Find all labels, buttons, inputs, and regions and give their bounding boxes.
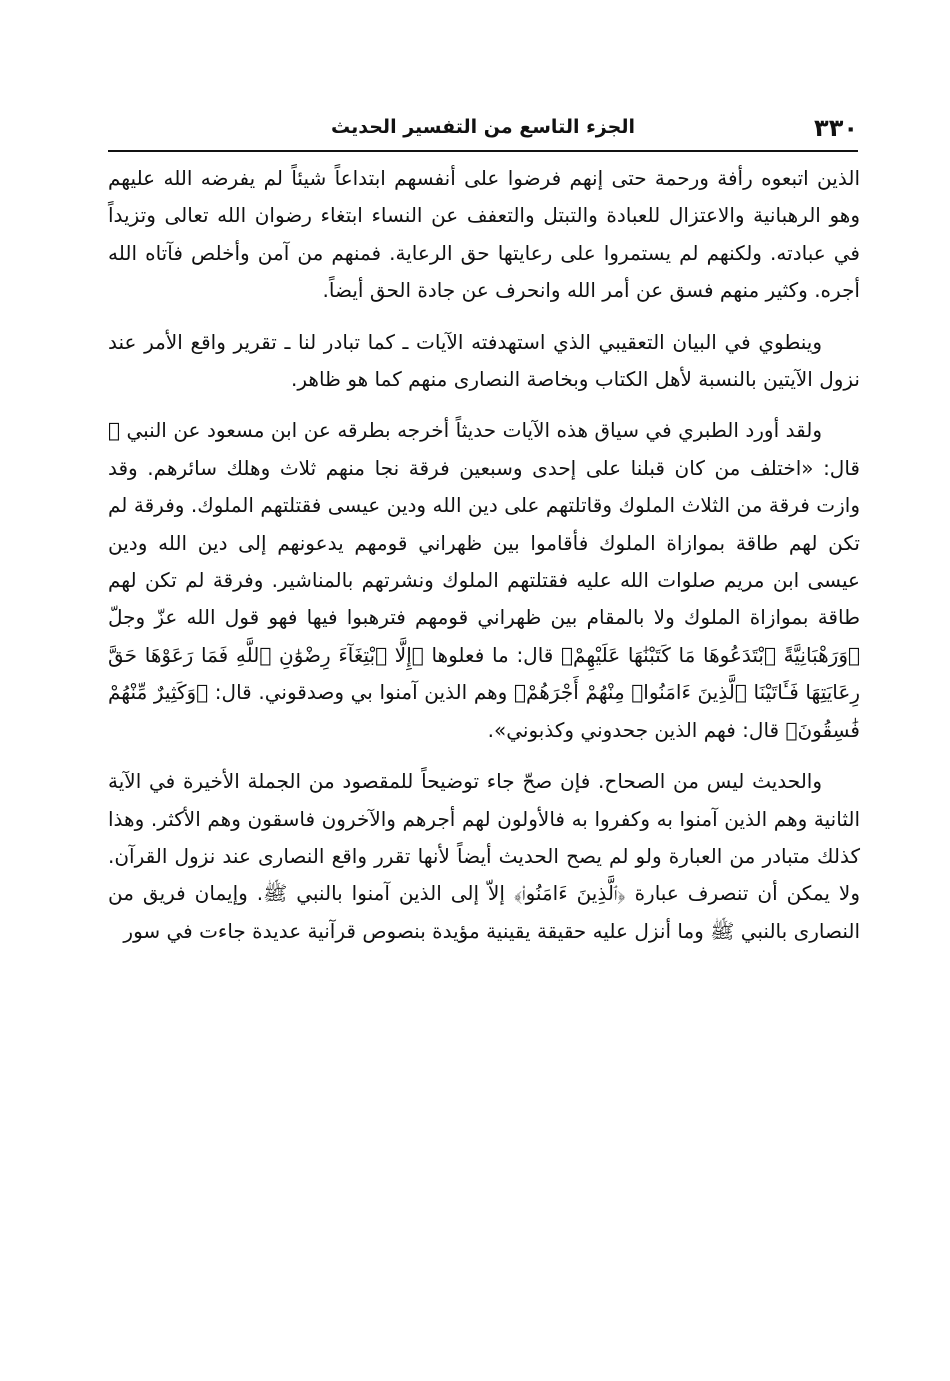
page-header	[108, 112, 858, 152]
paragraph-tabari-hadith: ولقد أورد الطبري في سياق هذه الآيات حديثاً أخرجه بطرقه عن ابن مسعود عن النبي ﷺ قال: «اختلف من كان قبلنا على إحدى وسبعين فرقة نجا منهم ثلاث وهلك سائرهم. وقد وازت فرقة من الثلاث الملوك وقاتلتهم على دين الله ودين عيسى فقتلتهم الملوك. وفرقة لم تكن لهم طاقة بموازاة الملوك فأقاموا بين ظهراني قومهم يدعونهم إلى دين الله ودين عيسى ابن مريم صلوات الله عليه فقتلتهم الملوك ونشرتهم بالمناشير. وفرقة لم تكن لهم طاقة بموازاة الملوك ولا بالمقام بين ظهراني قومهم فترهبوا فيها فهو قول الله عزّ وجلّ ﴿وَرَهْبَانِيَّةً ٱبْتَدَعُوهَا مَا كَتَبْنَٰهَا عَلَيْهِمْ﴾ قال: ما فعلوها ﴿إِلَّا ٱبْتِغَآءَ رِضْوَٰنِ ٱللَّهِ فَمَا رَعَوْهَا حَقَّ رِعَايَتِهَا فَـَٔاتَيْنَا ٱلَّذِينَ ءَامَنُوا۟ مِنْهُمْ أَجْرَهُمْ﴾ وهم الذين آمنوا بي وصدقوني. قال: ﴿وَكَثِيرٌ مِّنْهُمْ فَٰسِقُونَ﴾ قال: فهم الذين جحدوني وكذبوني».	[108, 418, 860, 742]
page-body	[108, 160, 860, 964]
paragraph-hadith-assessment: والحديث ليس من الصحاح. فإن صحّ جاء توضيحاً للمقصود من الجملة الأخيرة في الآية الثانية وهم الذين آمنوا به وكفروا به فالأولون لهم أجرهم والآخرون فاسقون وهم الأكثر. وهذا كذلك متبادر من العبارة ولو لم يصح الحديث أيضاً لأنها تقرر واقع النصارى عند نزول القرآن. ولا يمكن أن تنصرف عبارة ﴿ٱلَّذِينَ ءَامَنُوا۟﴾ إلاّ إلى الذين آمنوا بالنبي ﷺ. وإيمان فريق من النصارى بالنبي ﷺ وما أنزل عليه حقيقة يقينية مؤيدة بنصوص قرآنية عديدة جاءت في سور	[108, 769, 860, 943]
running-title: الجزء التاسع من التفسير الحديث	[331, 116, 635, 138]
header-divider	[108, 150, 858, 152]
paragraph-continuation: الذين اتبعوه رأفة ورحمة حتى إنهم فرضوا على أنفسهم ابتداعاً شيئاً لم يفرضه الله عليهم وهو الرهبانية والاعتزال للعبادة والتبتل والتعفف عن النساء ابتغاء رضوان الله تعالى وتزيداً في عبادته. ولكنهم لم يستمروا على رعايتها حق الرعاية. فمنهم من آمن وأخلص فآتاه الله أجره. وكثير منهم فسق عن أمر الله وانحرف عن جادة الحق أيضاً.	[108, 166, 860, 303]
paragraph-commentary: وينطوي في البيان التعقيبي الذي استهدفته الآيات ـ كما تبادر لنا ـ تقرير واقع الأمر عند نزول الآيتين بالنسبة لأهل الكتاب وبخاصة النصارى منهم كما هو ظاهر.	[108, 329, 860, 392]
page-number: ٣٣٠	[814, 114, 858, 142]
